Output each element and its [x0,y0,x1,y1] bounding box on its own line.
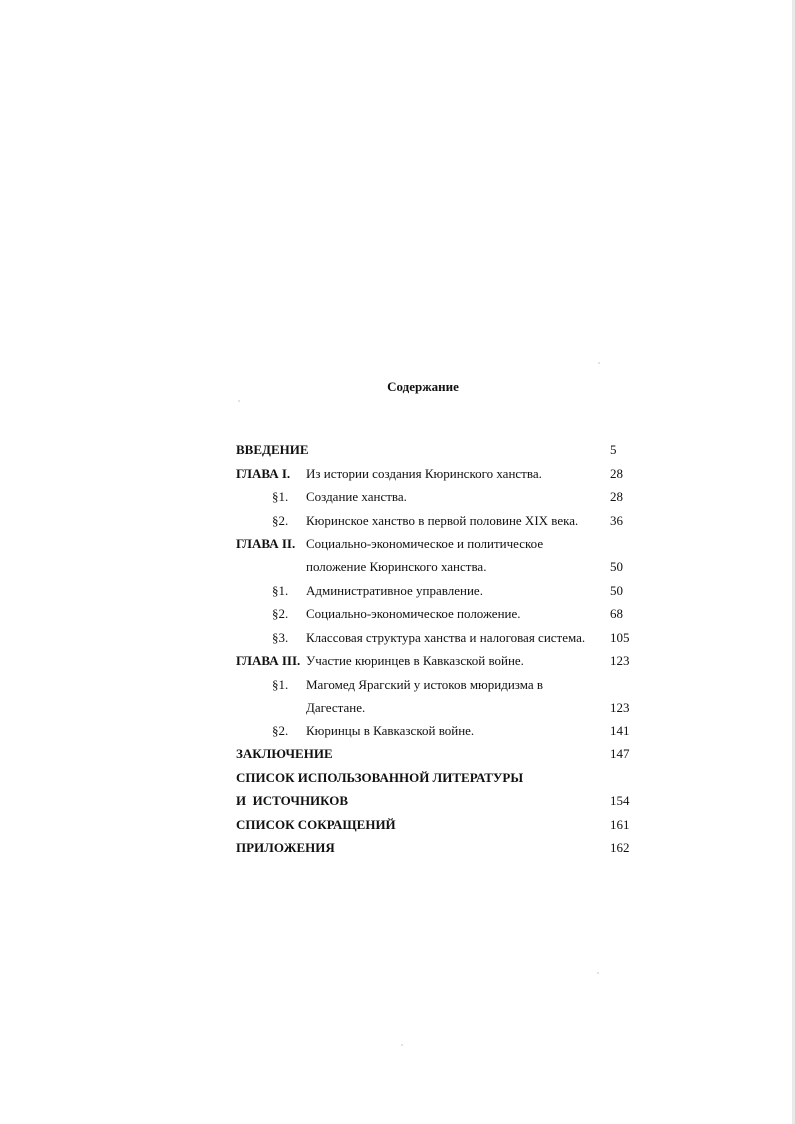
scan-speck [598,362,600,364]
toc-ch2-s2-num: §2. [272,606,289,621]
scan-speck [401,1044,403,1046]
toc-conclusion-page: 147 [610,746,630,761]
toc-ch2-s2-page: 68 [610,606,623,621]
toc-ch1-s1-num: §1. [272,489,289,504]
toc-ch2-s1-title: Административное управление. [306,583,483,598]
toc-appendices-page: 162 [610,840,630,855]
toc-abbreviations-page: 161 [610,817,630,832]
toc-intro-page: 5 [610,442,617,457]
toc-ch1-s2-num: §2. [272,513,289,528]
toc-ch3-s1-num: §1. [272,677,289,692]
toc-chapter3-page: 123 [610,653,630,668]
toc-chapter2-label: ГЛАВА II. [236,536,296,551]
toc-ch3-s2-title: Кюринцы в Кавказской войне. [306,723,475,738]
toc-chapter2-page: 50 [610,559,623,574]
toc-chapter2-title-line1: Социально-экономическое и политическое [306,536,544,551]
toc-ch1-s1-page: 28 [610,489,623,504]
toc-conclusion-label: ЗАКЛЮЧЕНИЕ [236,746,333,761]
toc-ch1-s1-title: Создание ханства. [306,489,407,504]
toc-ch3-s1-title-line2: Дагестане. [306,700,366,715]
toc-ch2-s1-num: §1. [272,583,289,598]
toc-chapter3-label: ГЛАВА III. [236,653,301,668]
toc-chapter1-title: Из истории создания Кюринского ханства. [306,466,542,481]
toc-intro-label: ВВЕДЕНИЕ [236,442,309,457]
toc-abbreviations-label: СПИСОК СОКРАЩЕНИЙ [236,817,396,832]
toc-ch3-s2-page: 141 [610,723,630,738]
toc-ch2-s3-page: 105 [610,630,630,645]
page-title: Содержание [387,379,459,394]
toc-ch2-s3-title: Классовая структура ханства и налоговая система. [306,630,586,645]
scan-speck [238,400,240,402]
toc-ch3-s1-title-line1: Магомед Ярагский у истоков мюридизма в [306,677,544,692]
toc-bibliography-page: 154 [610,793,630,808]
toc-chapter3-title: Участие кюринцев в Кавказской войне. [306,653,524,668]
toc-ch1-s2-page: 36 [610,513,623,528]
toc-ch2-s2-title: Социально-экономическое положение. [306,606,521,621]
scan-speck [597,972,599,974]
toc-chapter1-label: ГЛАВА I. [236,466,291,481]
toc-chapter1-page: 28 [610,466,623,481]
toc-ch2-s1-page: 50 [610,583,623,598]
toc-appendices-label: ПРИЛОЖЕНИЯ [236,840,335,855]
toc-bibliography-label-line2: И ИСТОЧНИКОВ [236,793,349,808]
toc-ch1-s2-title: Кюринское ханство в первой половине XIX века. [306,513,579,528]
toc-bibliography-label-line1: СПИСОК ИСПОЛЬЗОВАННОЙ ЛИТЕРАТУРЫ [236,770,524,785]
toc-chapter2-title-line2: положение Кюринского ханства. [306,559,487,574]
toc-ch3-s2-num: §2. [272,723,289,738]
toc-ch2-s3-num: §3. [272,630,289,645]
toc-ch3-s1-page: 123 [610,700,630,715]
